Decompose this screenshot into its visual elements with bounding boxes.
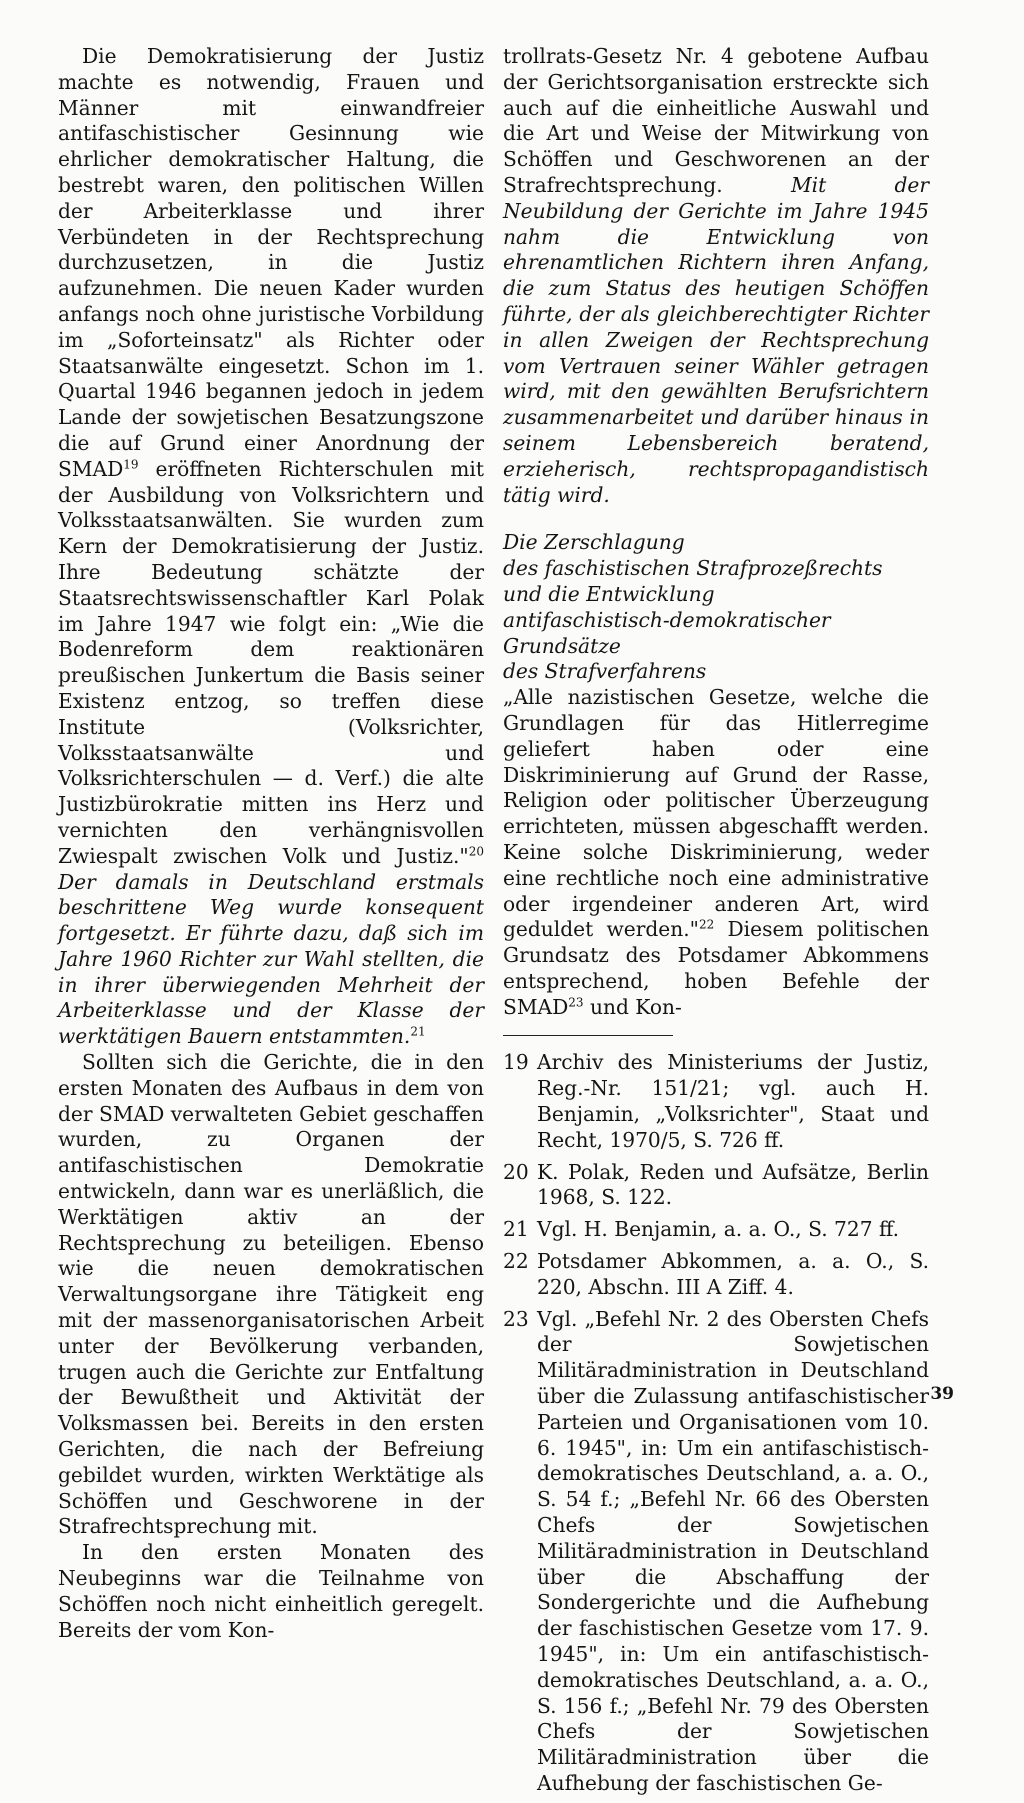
heading-line: und die Entwicklung — [503, 581, 715, 606]
heading-line: des faschistischen Strafprozeßrechts — [503, 556, 883, 581]
heading-line: des Strafverfahrens — [503, 659, 707, 684]
footnote-ref-20: 20 — [468, 843, 484, 858]
footnote-19: 19 Archiv des Ministeriums der Justiz, Reg.-Nr. 151/21; vgl. auch H. Benjamin, „Volksrichter", Staat und Recht, 1970/5, S. 726 ff. — [503, 1050, 929, 1152]
footnote-ref-22: 22 — [698, 917, 715, 932]
footnote-22: 22 Potsdamer Abkommen, a. a. O., S. 220, Abschn. III A Ziff. 4. — [503, 1249, 929, 1299]
right-column — [503, 44, 929, 1803]
footnote-ref-21: 21 — [410, 1024, 426, 1039]
footnote-divider — [503, 1035, 673, 1036]
page-number: 39 — [930, 1384, 954, 1404]
left-column — [58, 44, 484, 1643]
footnote-ref-19: 19 — [123, 457, 139, 472]
footnote-20: 20 K. Polak, Reden und Aufsätze, Berlin 1968, S. 122. — [503, 1159, 929, 1210]
paragraph-courts: Sollten sich die Gerichte, die in den ersten Monaten des Aufbaus in dem von der SMAD verwalteten Gebiet geschaffen wurden, zu Organen der antifaschistischen Demokratie entwickeln, dann war es unerläßlich, die Werktätigen aktiv an der Rechtsprechung zu beteiligen. Ebenso wie die neuen demokratischen Verwaltungsorgane ihre Tätigkeit eng mit der massenorganisatorischen Arbeit unter der Bevölkerung verbanden, trugen auch die Gerichte zur Entfaltung der Bewußtheit und Aktivität der Volksmassen bei. Bereits in den ersten Gerichten, die nach der Befreiung gebildet wurden, wirkten Werktätige als Schöffen und Geschworene in der Strafrechtsprechung mit. — [58, 1050, 484, 1539]
paragraph-democratization: Die Demokratisierung der Justiz machte es notwendig, Frauen und Männer mit einwandfreier antifaschistischer Gesinnung wie ehrlicher demokratischer Haltung, die bestrebt waren, den politischen Willen der Arbeiterklasse und ihrer Verbündeten in der Rechtsprechung durchzusetzen, in die Justiz aufzunehmen. Die neuen Kader wurden anfangs noch ohne juristische Vorbildung im „Soforteinsatz" als Richter oder Staatsanwälte eingesetzt. Schon im 1. Quartal 1946 begannen jedoch in jedem Lande der sowjetischen Besatzungszone die auf Grund einer Anordnung der SMAD$^{19}$ eröffneten Richterschulen mit der Ausbildung von Volksrichtern und Volksstaatsanwälten. Sie wurden zum Kern der Demokratisierung der Justiz. Ihre Bedeutung schätzte der Staatsrechtswissenschaftler Karl Polak im Jahre 1947 wie folgt ein: „Wie die Bodenreform dem reaktionären preußischen Junkertum die Basis seiner Existenz entzog, so treffen diese Institute (Volksrichter, Volksstaatsanwälte und Volksrichterschulen — d. Verf.) die alte Justizbürokratie mitten ins Herz und vernichten den verhängnisvollen Zwiespalt zwischen Volk und Justiz."$^{20}$ Der damals in Deutschland erstmals beschrittene Weg wurde konsequent fortgesetzt. Er führte dazu, daß sich im Jahre 1960 Richter zur Wahl stellten, die in ihrer überwiegenden Mehrheit der Arbeiterklasse und der Klasse der werktätigen Bauern entstammten.$^{21}$ — [58, 44, 484, 1049]
footnotes — [503, 1050, 929, 1796]
paragraph-nazi-laws: „Alle nazistischen Gesetze, welche die Grundlagen für das Hitlerregime geliefert haben oder eine Diskriminierung auf Grund der Rasse, Religion oder politischer Überzeugung errichteten, müssen abgeschafft werden. Keine solche Diskriminierung, weder eine rechtliche noch eine administrative oder irgendeiner anderen Art, wird geduldet werden."$^{22}$ Diesem politischen Grundsatz des Potsdamer Abkommens entsprechend, hoben Befehle der SMAD$^{23}$ und Kon- — [503, 685, 929, 1019]
section-heading — [503, 530, 929, 685]
paragraph-lay-judges: In den ersten Monaten des Neubeginns war die Teilnahme von Schöffen noch nicht einheitlich geregelt. Bereits der vom Kon- — [58, 1540, 484, 1642]
heading-line: Die Zerschlagung — [503, 530, 685, 555]
paragraph-control-council: trollrats-Gesetz Nr. 4 gebotene Aufbau der Gerichtsorganisation erstreckte sich auch auf die einheitliche Auswahl und die Art und Weise der Mitwirkung von Schöffen und Geschworenen an der Strafrechtsprechung. Mit der Neubildung der Gerichte im Jahre 1945 nahm die Entwicklung von ehrenamtlichen Richtern ihren Anfang, die zum Status des heutigen Schöffen führte, der als gleichberechtigter Richter in allen Zweigen der Rechtsprechung vom Vertrauen seiner Wähler getragen wird, mit den gewählten Berufsrichtern zusammenarbeitet und darüber hinaus in seinem Lebensbereich beratend, erzieherisch, rechtspropagandistisch tätig wird. — [503, 44, 929, 507]
footnote-21: 21 Vgl. H. Benjamin, a. a. O., S. 727 ff. — [503, 1217, 900, 1242]
heading-line: antifaschistisch-demokratischer Grundsätze — [503, 607, 831, 658]
footnote-23: 23 Vgl. „Befehl Nr. 2 des Obersten Chefs der Sowjetischen Militäradministration in Deutschland über die Zulassung antifaschistischer Parteien und Organisationen vom 10. 6. 1945", in: Um ein antifaschistisch-demokratisches Deutschland, a. a. O., S. 54 f.; „Befehl Nr. 66 des Obersten Chefs der Sowjetischen Militäradministration in Deutschland über die Abschaffung der Sondergerichte und die Aufhebung der faschistischen Gesetze vom 17. 9. 1945", in: Um ein antifaschistisch-demokratisches Deutschland, a. a. O., S. 156 f.; „Befehl Nr. 79 des Obersten Chefs der Sowjetischen Militäradministration über die Aufhebung der faschistischen Ge- — [503, 1306, 929, 1795]
footnote-ref-23: 23 — [568, 994, 584, 1009]
